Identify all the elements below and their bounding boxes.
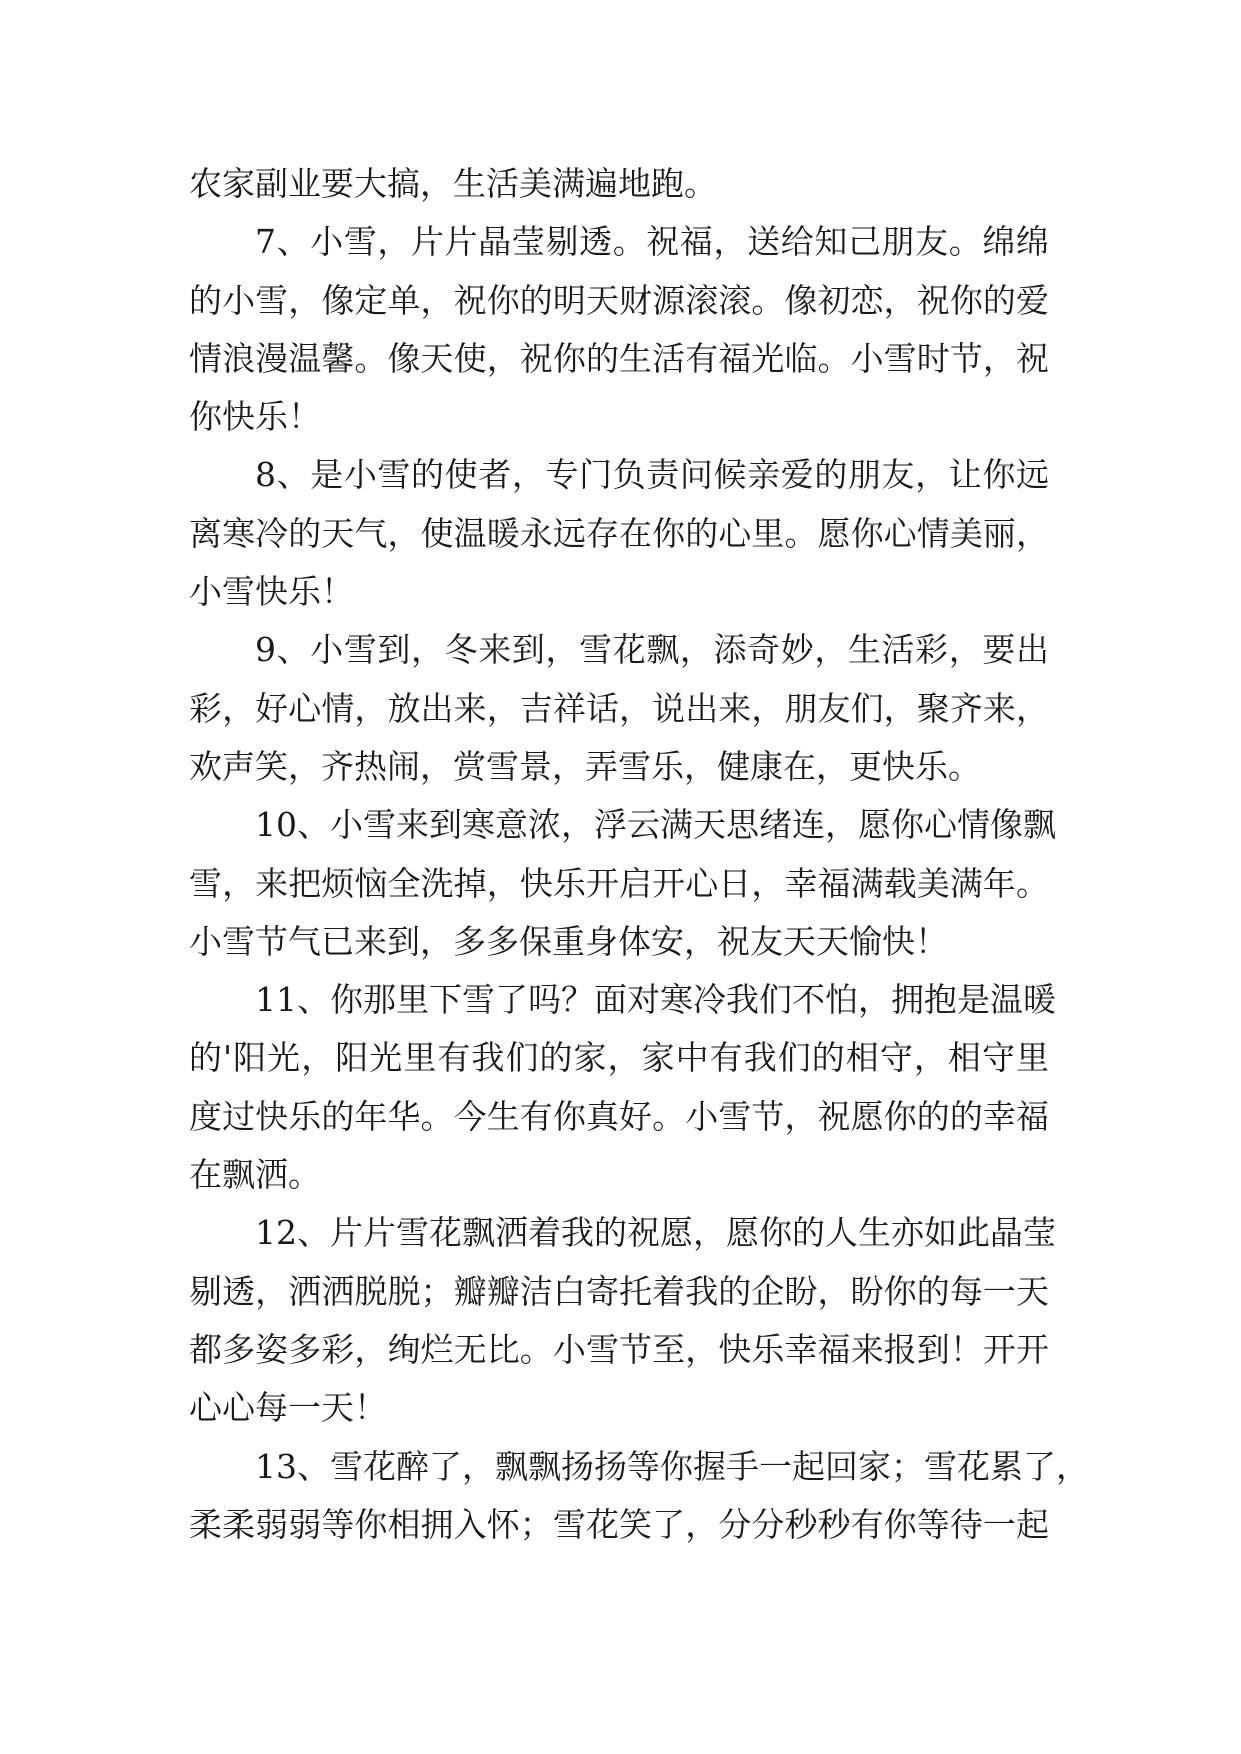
text-line: 的'阳光，阳光里有我们的家，家中有我们的相守，相守里 <box>189 1038 1049 1078</box>
text-line: 剔透，洒洒脱脱；瓣瓣洁白寄托着我的企盼，盼你的每一天 <box>189 1271 1049 1311</box>
text-line: 11、你那里下雪了吗？面对寒冷我们不怕，拥抱是温暖 <box>255 980 1056 1020</box>
text-line: 雪，来把烦恼全洗掉，快乐开启开心日，幸福满载美满年。 <box>189 863 1049 903</box>
text-line: 柔柔弱弱等你相拥入怀；雪花笑了，分分秒秒有你等待一起 <box>189 1504 1049 1544</box>
text-line: 度过快乐的年华。今生有你真好。小雪节，祝愿你的的幸福 <box>189 1096 1049 1136</box>
text-line: 离寒冷的天气，使温暖永远存在你的心里。愿你心情美丽， <box>189 513 1049 553</box>
text-line: 彩，好心情，放出来，吉祥话，说出来，朋友们，聚齐来， <box>189 688 1049 728</box>
text-line: 都多姿多彩，绚烂无比。小雪节至，快乐幸福来报到！开开 <box>189 1329 1049 1369</box>
text-line: 7、小雪，片片晶莹剔透。祝福，送给知己朋友。绵绵 <box>255 222 1049 262</box>
text-line: 8、是小雪的使者，专门负责问候亲爱的朋友，让你远 <box>255 455 1049 495</box>
text-line: 小雪节气已来到，多多保重身体安，祝友天天愉快！ <box>189 921 948 961</box>
text-line: 情浪漫温馨。像天使，祝你的生活有福光临。小雪时节，祝 <box>189 338 1049 378</box>
text-line: 9、小雪到，冬来到，雪花飘，添奇妙，生活彩，要出 <box>255 630 1049 670</box>
text-line: 的小雪，像定单，祝你的明天财源滚滚。像初恋，祝你的爱 <box>189 280 1049 320</box>
text-line: 10、小雪来到寒意浓，浮云满天思绪连，愿你心情像飘 <box>255 805 1056 845</box>
text-line: 农家副业要大搞，生活美满遍地跑。 <box>189 164 717 203</box>
text-line: 心心每一天！ <box>189 1388 387 1428</box>
text-line: 小雪快乐！ <box>189 572 354 612</box>
text-line: 你快乐！ <box>189 397 321 437</box>
text-line: 在飘洒。 <box>189 1155 321 1195</box>
document-body <box>189 155 1089 1554</box>
text-line: 13、雪花醉了，飘飘扬扬等你握手一起回家；雪花累了， <box>255 1446 1089 1486</box>
text-line: 12、片片雪花飘洒着我的祝愿，愿你的人生亦如此晶莹 <box>255 1213 1056 1253</box>
text-line: 欢声笑，齐热闹，赏雪景，弄雪乐，健康在，更快乐。 <box>189 746 981 786</box>
